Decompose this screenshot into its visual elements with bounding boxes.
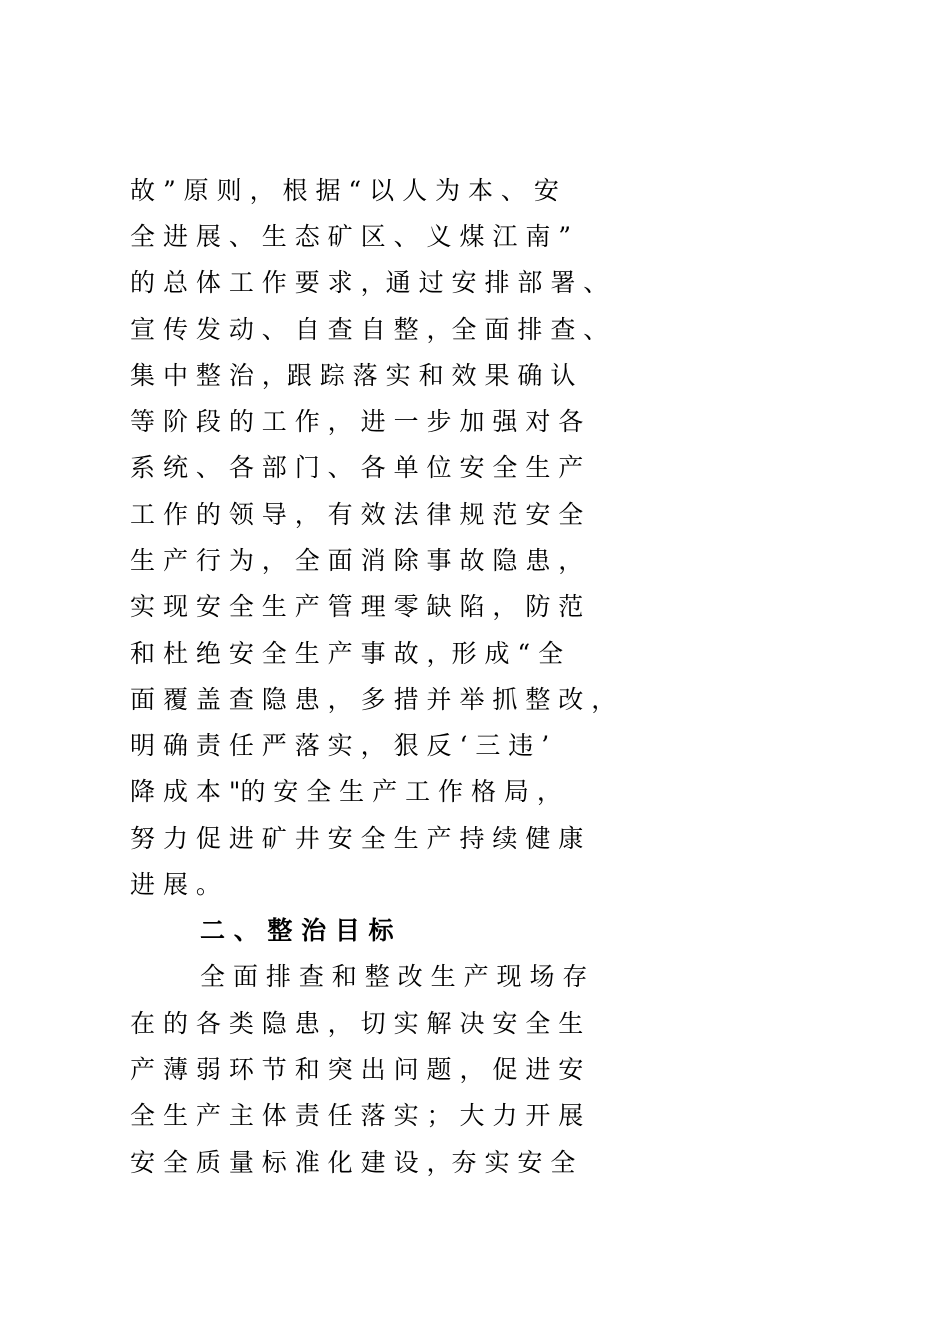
body-line: 产 薄 弱 环 节 和 突 出 问 题 ， 促 进 安 xyxy=(130,1055,584,1084)
body-line: 和 杜 绝 安 全 生 产 事 故 ，形 成 “ 全 xyxy=(130,639,564,668)
body-line: 工 作 的 领 导 ， 有 效 法 律 规 范 安 全 xyxy=(130,500,584,529)
body-line: 生 产 行 为 ， 全 面 消 除 事 故 隐 患 ， xyxy=(130,546,584,575)
body-line: 的 总 体 工 作 要 求 ，通 过 安 排 部 署 、 xyxy=(130,268,609,297)
body-line: 努 力 促 进 矿 井 安 全 生 产 持 续 健 康 xyxy=(130,824,584,853)
body-line: 明 确 责 任 严 落 实 ， 狠 反 ‘ 三 违 ’ xyxy=(130,731,550,760)
body-line: 在 的 各 类 隐 患 ， 切 实 解 决 安 全 生 xyxy=(130,1009,584,1038)
body-line: 等 阶 段 的 工 作 ， 进 一 步 加 强 对 各 xyxy=(130,407,584,436)
body-line: 进 展 。 xyxy=(130,870,221,899)
body-line: 实 现 安 全 生 产 管 理 零 缺 陷 ， 防 范 xyxy=(130,592,584,621)
body-line: 全 进 展 、 生 态 矿 区 、 义 煤 江 南 ” xyxy=(130,222,572,251)
body-line: 系 统 、 各 部 门 、 各 单 位 安 全 生 产 xyxy=(130,453,584,482)
body-line: 故 ” 原 则 ， 根 据 “ 以 人 为 本 、 安 xyxy=(130,176,559,205)
body-line: 全 生 产 主 体 责 任 落 实 ； 大 力 开 展 xyxy=(130,1101,584,1130)
body-line: 面 覆 盖 查 隐 患 ， 多 措 并 举 抓 整 改 ， xyxy=(130,685,617,714)
body-line: 降 成 本 "的 安 全 生 产 工 作 格 局 ， xyxy=(130,777,562,806)
body-line: 安 全 质 量 标 准 化 建 设 ，夯 实 安 全 xyxy=(130,1148,576,1177)
section-heading: 二 、 整 治 目 标 xyxy=(200,916,394,945)
body-line: 宣 传 发 动 、 自 查 自 整 ，全 面 排 查 、 xyxy=(130,315,609,344)
body-line: 集 中 整 治 ，跟 踪 落 实 和 效 果 确 认 xyxy=(130,361,576,390)
body-line: 全 面 排 查 和 整 改 生 产 现 场 存 xyxy=(200,962,588,991)
